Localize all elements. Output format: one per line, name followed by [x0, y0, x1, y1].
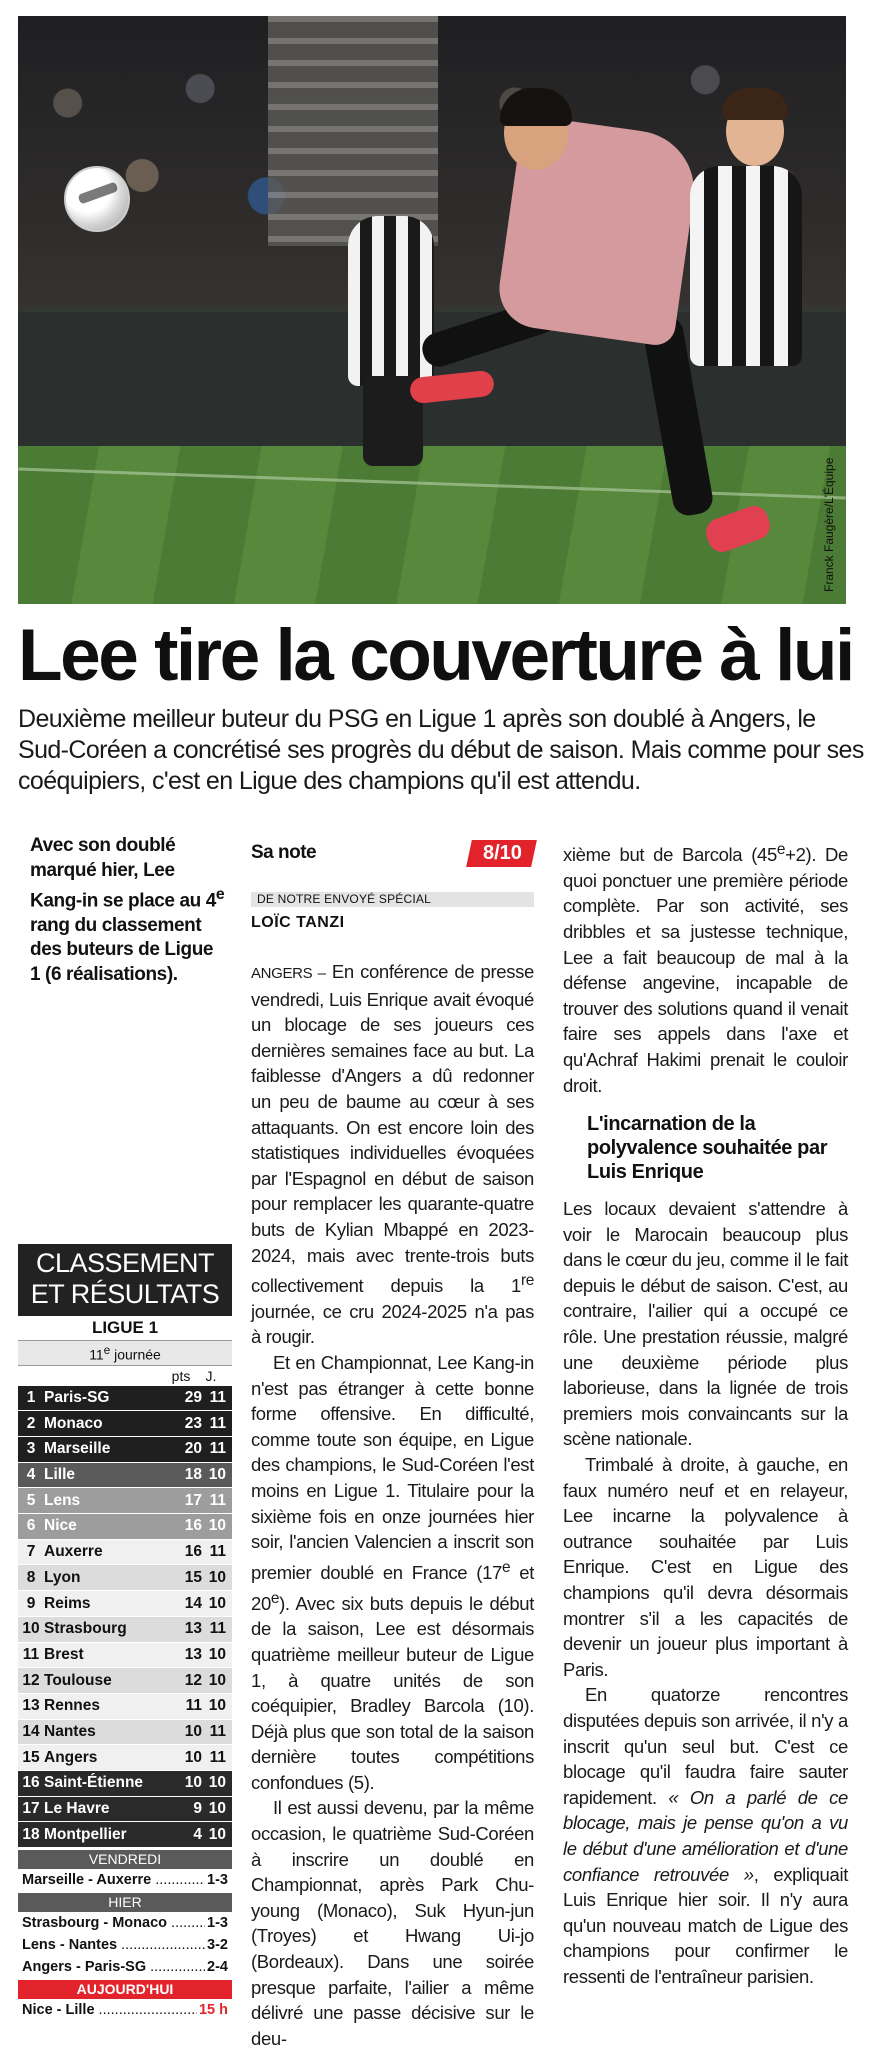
standings-rank: 17	[22, 1800, 40, 1817]
result-row	[18, 1912, 232, 1934]
article-subhead: L'incarnation de la polyvalence souhaitée par Luis Enrique	[587, 1113, 828, 1184]
standings-points: 29	[184, 1389, 202, 1406]
result-match: Lens - Nantes .....	[22, 1935, 205, 1955]
sidebar-intro	[30, 834, 226, 987]
result-score: 1-3	[207, 1872, 228, 1889]
standings-row	[18, 1437, 232, 1463]
sidebar-intro-text: Avec son doublé marqué hier, Lee Kang-in se place au 4	[30, 835, 216, 912]
standings-row	[18, 1694, 232, 1720]
standings-played: 10	[208, 1825, 226, 1843]
round-label	[18, 1341, 232, 1366]
standings-table	[18, 1244, 232, 2021]
standings-row	[18, 1386, 232, 1412]
standings-played: 10	[208, 1645, 226, 1663]
standings-rank: 9	[26, 1594, 36, 1612]
standings-header	[18, 1244, 232, 1316]
standings-team: Lille	[44, 1466, 76, 1484]
standfirst: Deuxième meilleur buteur du PSG en Ligue 1 après son doublé à Angers, le Sud-Coréen a concrétisé ses progrès du début de saison. Mais comme pour ses coéquipiers, c'est en Ligue des champions qu'il est attendu.	[18, 705, 864, 795]
standings-team: Auxerre	[44, 1543, 103, 1561]
result-row	[18, 1934, 232, 1956]
standings-row	[18, 1565, 232, 1591]
standings-team: Monaco	[44, 1414, 103, 1432]
paragraph-text: xième but de Barcola (45	[563, 844, 777, 866]
standings-rank: 18	[22, 1825, 40, 1843]
round-number: 11	[89, 1346, 104, 1363]
column-headers	[18, 1366, 232, 1386]
standings-row	[18, 1411, 232, 1437]
paragraph-text: Et en Championnat, Lee Kang-in n'est pas étranger à cette bonne forme offensive. En difficulté, comme toute son équipe, en Ligue des champions, le Sud-Coréen l'est moins en Ligue 1. Titulaire pour la sixième fois en onze journées hier soir, l'ancien Valencien a inscrit son premier doublé en France (17	[251, 1352, 534, 1583]
standings-team: Rennes	[44, 1697, 100, 1715]
result-score: 2-4	[207, 1959, 228, 1976]
standings-row	[18, 1720, 232, 1746]
standings-rank: 1	[26, 1389, 36, 1406]
standings-rank: 13	[22, 1697, 40, 1715]
dateline: ANGERS –	[251, 965, 326, 982]
standings-points: 10	[184, 1722, 202, 1740]
standings-team: Nantes	[44, 1722, 96, 1740]
standings-title: ET RÉSULTATS	[30, 1279, 220, 1309]
result-match: Marseille - Auxerre .....	[22, 1870, 205, 1890]
standings-points: 10	[184, 1748, 202, 1766]
result-score: 1-3	[207, 1915, 228, 1932]
quote: « On a parlé de ce blocage, mais je pense qu'on a vu le début d'une amélioration et d'une confiance retrouvée »	[563, 1786, 848, 1885]
standings-team: Lens	[44, 1491, 81, 1509]
result-row	[18, 1956, 232, 1978]
byline-author: LOÏC TANZI	[251, 914, 345, 931]
standings-played: 10	[208, 1671, 226, 1689]
standings-row	[18, 1514, 232, 1540]
standings-team: Nice	[44, 1517, 77, 1535]
standings-row	[18, 1771, 232, 1797]
standings-rank: 16	[22, 1774, 40, 1792]
standings-played: 11	[209, 1389, 226, 1406]
standings-rank: 4	[26, 1466, 36, 1484]
standings-played: 10	[208, 1466, 226, 1484]
article-column-middle	[251, 838, 534, 2049]
superscript: e	[215, 886, 225, 903]
column-header-pts: pts	[171, 1367, 191, 1384]
result-score: 3-2	[207, 1937, 228, 1954]
standings-points: 13	[184, 1620, 202, 1638]
standings-row	[18, 1540, 232, 1566]
standings-row	[18, 1643, 232, 1669]
standings-team: Marseille	[44, 1440, 111, 1458]
standings-row	[18, 1617, 232, 1643]
standings-rank: 11	[22, 1645, 40, 1663]
standings-points: 15	[184, 1568, 202, 1586]
standings-played: 11	[209, 1722, 226, 1740]
standings-points: 12	[184, 1671, 202, 1689]
superscript: e	[501, 1558, 511, 1576]
standings-played: 10	[208, 1774, 226, 1792]
standings-points: 23	[184, 1414, 202, 1432]
standings-rank: 3	[26, 1440, 36, 1458]
standings-team: Strasbourg	[44, 1620, 127, 1638]
standings-team: Brest	[44, 1645, 84, 1663]
standings-played: 10	[208, 1517, 226, 1535]
standings-rank: 12	[22, 1671, 40, 1689]
standings-played: 10	[208, 1697, 226, 1715]
standings-played: 10	[208, 1568, 226, 1586]
paragraph: Trimbalé à droite, à gauche, en faux numéro neuf et en relayeur, Lee incarne la polyvalence à outrance souhaitée par Luis Enrique. C'est en Ligue des champions qu'il devra désormais montrer s'il a les capacités de devenir un joueur plus important à Paris.	[563, 1454, 848, 1680]
photo-credit: Franck Faugère/L'Équipe	[822, 457, 836, 592]
standings-rank: 14	[22, 1722, 40, 1740]
standings-played: 11	[209, 1620, 226, 1638]
standings-played: 11	[209, 1491, 226, 1509]
standings-rank: 2	[26, 1414, 36, 1432]
results-day-header: HIER	[18, 1893, 232, 1912]
standings-points: 9	[193, 1800, 202, 1817]
standings-rank: 6	[26, 1517, 36, 1535]
paragraph	[563, 1682, 848, 1989]
opponent-hair	[722, 88, 788, 120]
standings-team: Lyon	[44, 1568, 81, 1586]
paragraph-text: En quatorze rencontres disputées depuis son arrivée, il n'y a inscrit qu'un seul but. C'est ce blocage qu'il faudra faire sauter rapidement.	[563, 1684, 848, 1808]
paragraph	[563, 837, 848, 1098]
results-list	[18, 1850, 232, 2021]
result-row	[18, 1869, 232, 1891]
standings-rows	[18, 1386, 232, 1848]
standings-team: Le Havre	[44, 1800, 110, 1817]
rating-value: 8/10	[483, 841, 522, 864]
results-day-header: VENDREDI	[18, 1850, 232, 1869]
standings-row	[18, 1668, 232, 1694]
standings-rank: 10	[22, 1620, 40, 1638]
paragraph-text: ). Avec six buts depuis le début de la saison, Lee est désormais quatrième meilleur buteur de Ligue 1, à quatre unités de son coéquipier, Bradley Barcola (10). Déjà plus que son total de la saison dernière toutes compétitions confondues (5).	[251, 1592, 534, 1793]
standings-played: 11	[209, 1414, 226, 1432]
rating-label: Sa note	[251, 842, 317, 863]
standings-played: 10	[208, 1800, 226, 1817]
paragraph-text: , expliquait Luis Enrique hier soir. Il n'y aura qu'un nouveau match de Ligue des champions pour confirmer le ressenti de l'entraîneur parisien.	[563, 1863, 848, 1987]
standings-points: 14	[184, 1594, 202, 1612]
standings-played: 11	[209, 1440, 226, 1458]
round-text: journée	[110, 1346, 161, 1363]
standings-points: 4	[193, 1825, 202, 1843]
standings-team: Angers	[44, 1748, 98, 1766]
result-match: Nice - Lille .....	[22, 2000, 197, 2020]
standings-played: 11	[209, 1543, 226, 1561]
standings-row	[18, 1745, 232, 1771]
league-name: LIGUE 1	[18, 1316, 232, 1341]
standings-row	[18, 1463, 232, 1489]
article-body	[563, 837, 848, 1098]
stadium-steps	[268, 16, 438, 246]
superscript: e	[776, 841, 786, 858]
standings-points: 20	[184, 1440, 202, 1458]
background-player	[348, 216, 434, 386]
standings-points: 18	[184, 1466, 202, 1484]
standings-row	[18, 1488, 232, 1514]
article-column-right	[563, 837, 848, 1990]
paragraph: Les locaux devaient s'attendre à voir le Marocain beaucoup plus dans le cœur du jeu, comme il le fait depuis le début de saison. C'est, au contraire, l'ailier qui a occupé ce rôle. Une prestation réussie, malgré une deuxième période plus laborieuse, dans la lignée de trois premiers mois convaincants sur la scène nationale.	[563, 1198, 848, 1450]
sidebar-intro-text: rang du classement des buteurs de Ligue 1 (6 réalisations).	[30, 914, 214, 985]
standings-played: 10	[208, 1594, 226, 1612]
paragraph-text: journée, ce cru 2024-2025 n'a pas à rougir.	[251, 1300, 534, 1348]
article-photo	[18, 16, 846, 604]
paragraph-text: et 20	[251, 1561, 534, 1614]
headline: Lee tire la couverture à lui	[18, 615, 853, 696]
article-body	[251, 959, 534, 2049]
superscript: e	[270, 1589, 280, 1607]
superscript: re	[521, 1272, 534, 1290]
result-match: Strasbourg - Monaco .....	[22, 1913, 205, 1933]
opponent-player	[690, 166, 802, 366]
standings-points: 10	[184, 1774, 202, 1792]
paragraph-text: En conférence de presse vendredi, Luis Enrique avait évoqué un blocage de ses joueurs ces dernières semaines face au but. La faiblesse d'Angers a dû redonner un peu de baume au cœur à ses attaquants. On est encore loin des statistiques individuelles évoquées par l'Espagnol en début de saison pour remplacer les quarante-quatre buts de Kylian Mbappé en 2023-2024, mais avec trente-trois buts collectivement depuis la 1	[251, 961, 534, 1297]
standings-rank: 15	[22, 1748, 40, 1766]
standings-title: CLASSEMENT	[35, 1248, 215, 1278]
standings-rank: 7	[26, 1543, 36, 1561]
paragraph	[251, 1350, 534, 1795]
standings-played: 11	[209, 1748, 226, 1766]
rating-row	[251, 838, 534, 868]
standings-points: 17	[184, 1491, 202, 1509]
standings-team: Montpellier	[44, 1825, 127, 1843]
standings-row	[18, 1591, 232, 1617]
standings-points: 11	[185, 1697, 202, 1715]
result-score: 15 h	[198, 2002, 228, 2019]
paragraph: Il est aussi devenu, par la même occasion, le quatrième Sud-Coréen à inscrire un doublé en Championnat, après Park Chu-young (Monaco), Suk Hyun-jun (Troyes) et Hwang Ui-jo (Bordeaux). Dans une soirée presque parfaite, l'ailier a même délivré une passe décisive sur le deu-	[251, 1797, 534, 2049]
rating-badge	[466, 840, 537, 867]
standings-team: Saint-Étienne	[44, 1774, 144, 1792]
standings-team: Reims	[44, 1594, 91, 1612]
standings-points: 13	[184, 1645, 202, 1663]
article-body	[563, 1196, 848, 1989]
standings-rank: 5	[26, 1491, 36, 1509]
standings-row	[18, 1822, 232, 1848]
standings-team: Paris-SG	[44, 1389, 110, 1406]
standings-rank: 8	[26, 1568, 36, 1586]
standings-points: 16	[184, 1543, 202, 1561]
result-row	[18, 1999, 232, 2021]
results-day-header: AUJOURD'HUI	[18, 1980, 232, 1999]
column-header-played: J.	[205, 1367, 217, 1384]
standings-row	[18, 1797, 232, 1823]
football	[64, 166, 130, 232]
superscript: e	[103, 1344, 111, 1357]
paragraph	[251, 959, 534, 1350]
paragraph-text: +2). De quoi ponctuer une première période complète. Par son activité, ses dribbles et sa justesse technique, Lee a fait beaucoup de mal à la défense angevine, incapable de trouver des solutions quand il venait faire ses appels dans l'axe et qu'Achraf Hakimi prenait le couloir droit.	[563, 844, 848, 1096]
standings-team: Toulouse	[44, 1671, 112, 1689]
byline-kicker: DE NOTRE ENVOYÉ SPÉCIAL	[251, 892, 534, 907]
standings-points: 16	[184, 1517, 202, 1535]
result-match: Angers - Paris-SG .....	[22, 1957, 205, 1977]
